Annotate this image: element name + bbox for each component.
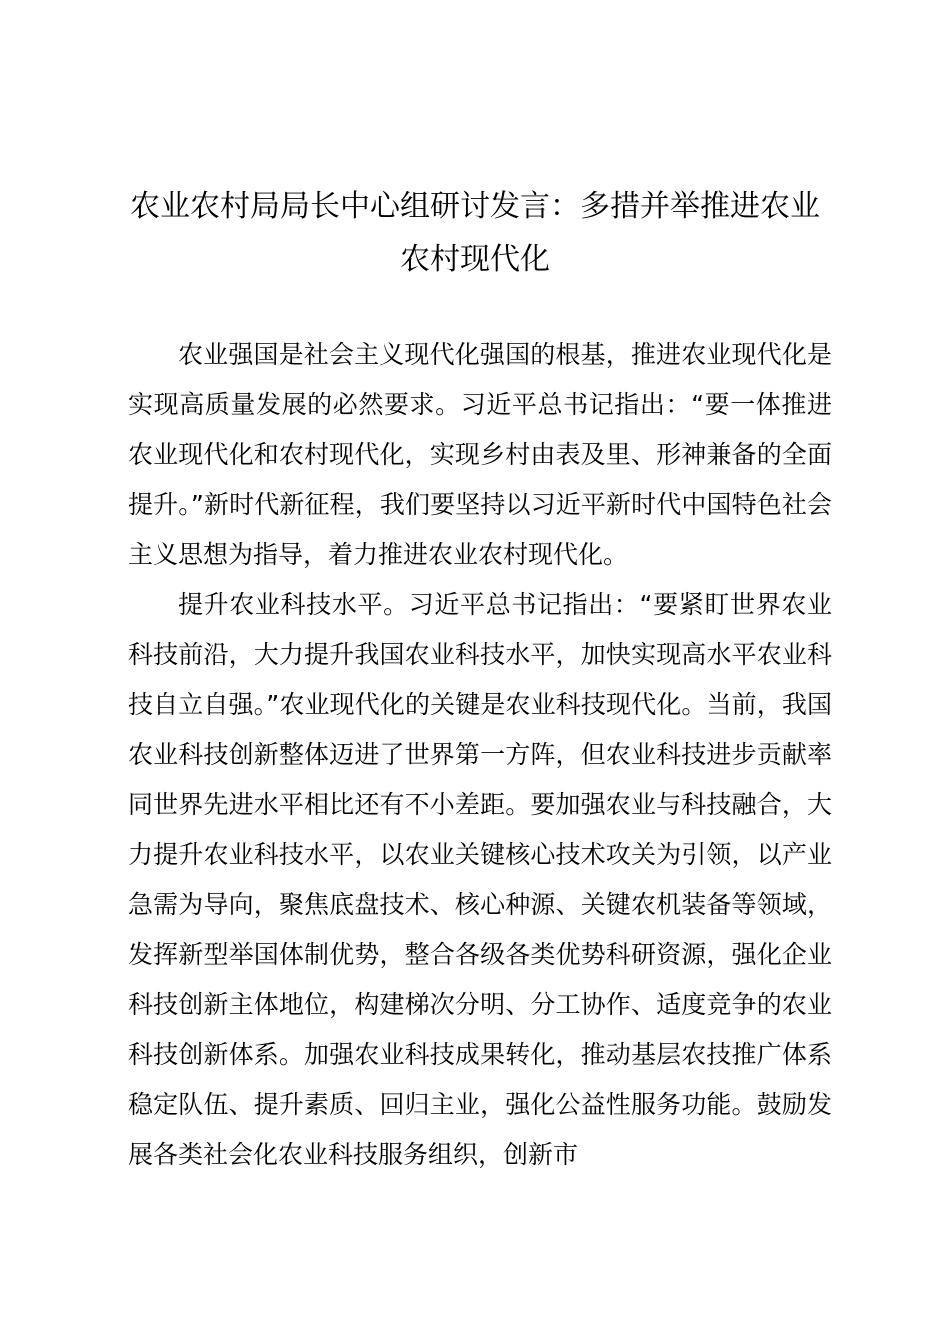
paragraph-intro: 农业强国是社会主义现代化强国的根基，推进农业现代化是实现高质量发展的必然要求。习近平总书记指出：“要一体推进农业现代化和农村现代化，实现乡村由表及里、形神兼备的全面提升。”新时代新征程，我们要坚持以习近平新时代中国特色社会主义思想为指导，着力推进农业农村现代化。 <box>128 340 832 569</box>
paragraph-agri-tech: 提升农业科技水平。习近平总书记指出：“要紧盯世界农业科技前沿，大力提升我国农业科技水平，加快实现高水平农业科技自立自强。”农业现代化的关键是农业科技现代化。当前，我国农业科技创新整体迈进了世界第一方阵，但农业科技进步贡献率同世界先进水平相比还有不小差距。要加强农业与科技融合，大力提升农业科技水平，以农业关键核心技术攻关为引领，以产业急需为导向，聚焦底盘技术、核心种源、关键农机装备等领域，发挥新型举国体制优势，整合各级各类优势科研资源，强化企业科技创新主体地位，构建梯次分明、分工协作、适度竞争的农业科技创新体系。加强农业科技成果转化，推动基层农技推广体系稳定队伍、提升素质、回归主业，强化公益性服务功能。鼓励发展各类社会化农业科技服务组织，创新市 <box>128 590 832 1169</box>
document-body <box>128 330 832 1180</box>
document-title: 农业农村局局长中心组研讨发言：多措并举推进农业农村现代化 <box>130 189 820 277</box>
